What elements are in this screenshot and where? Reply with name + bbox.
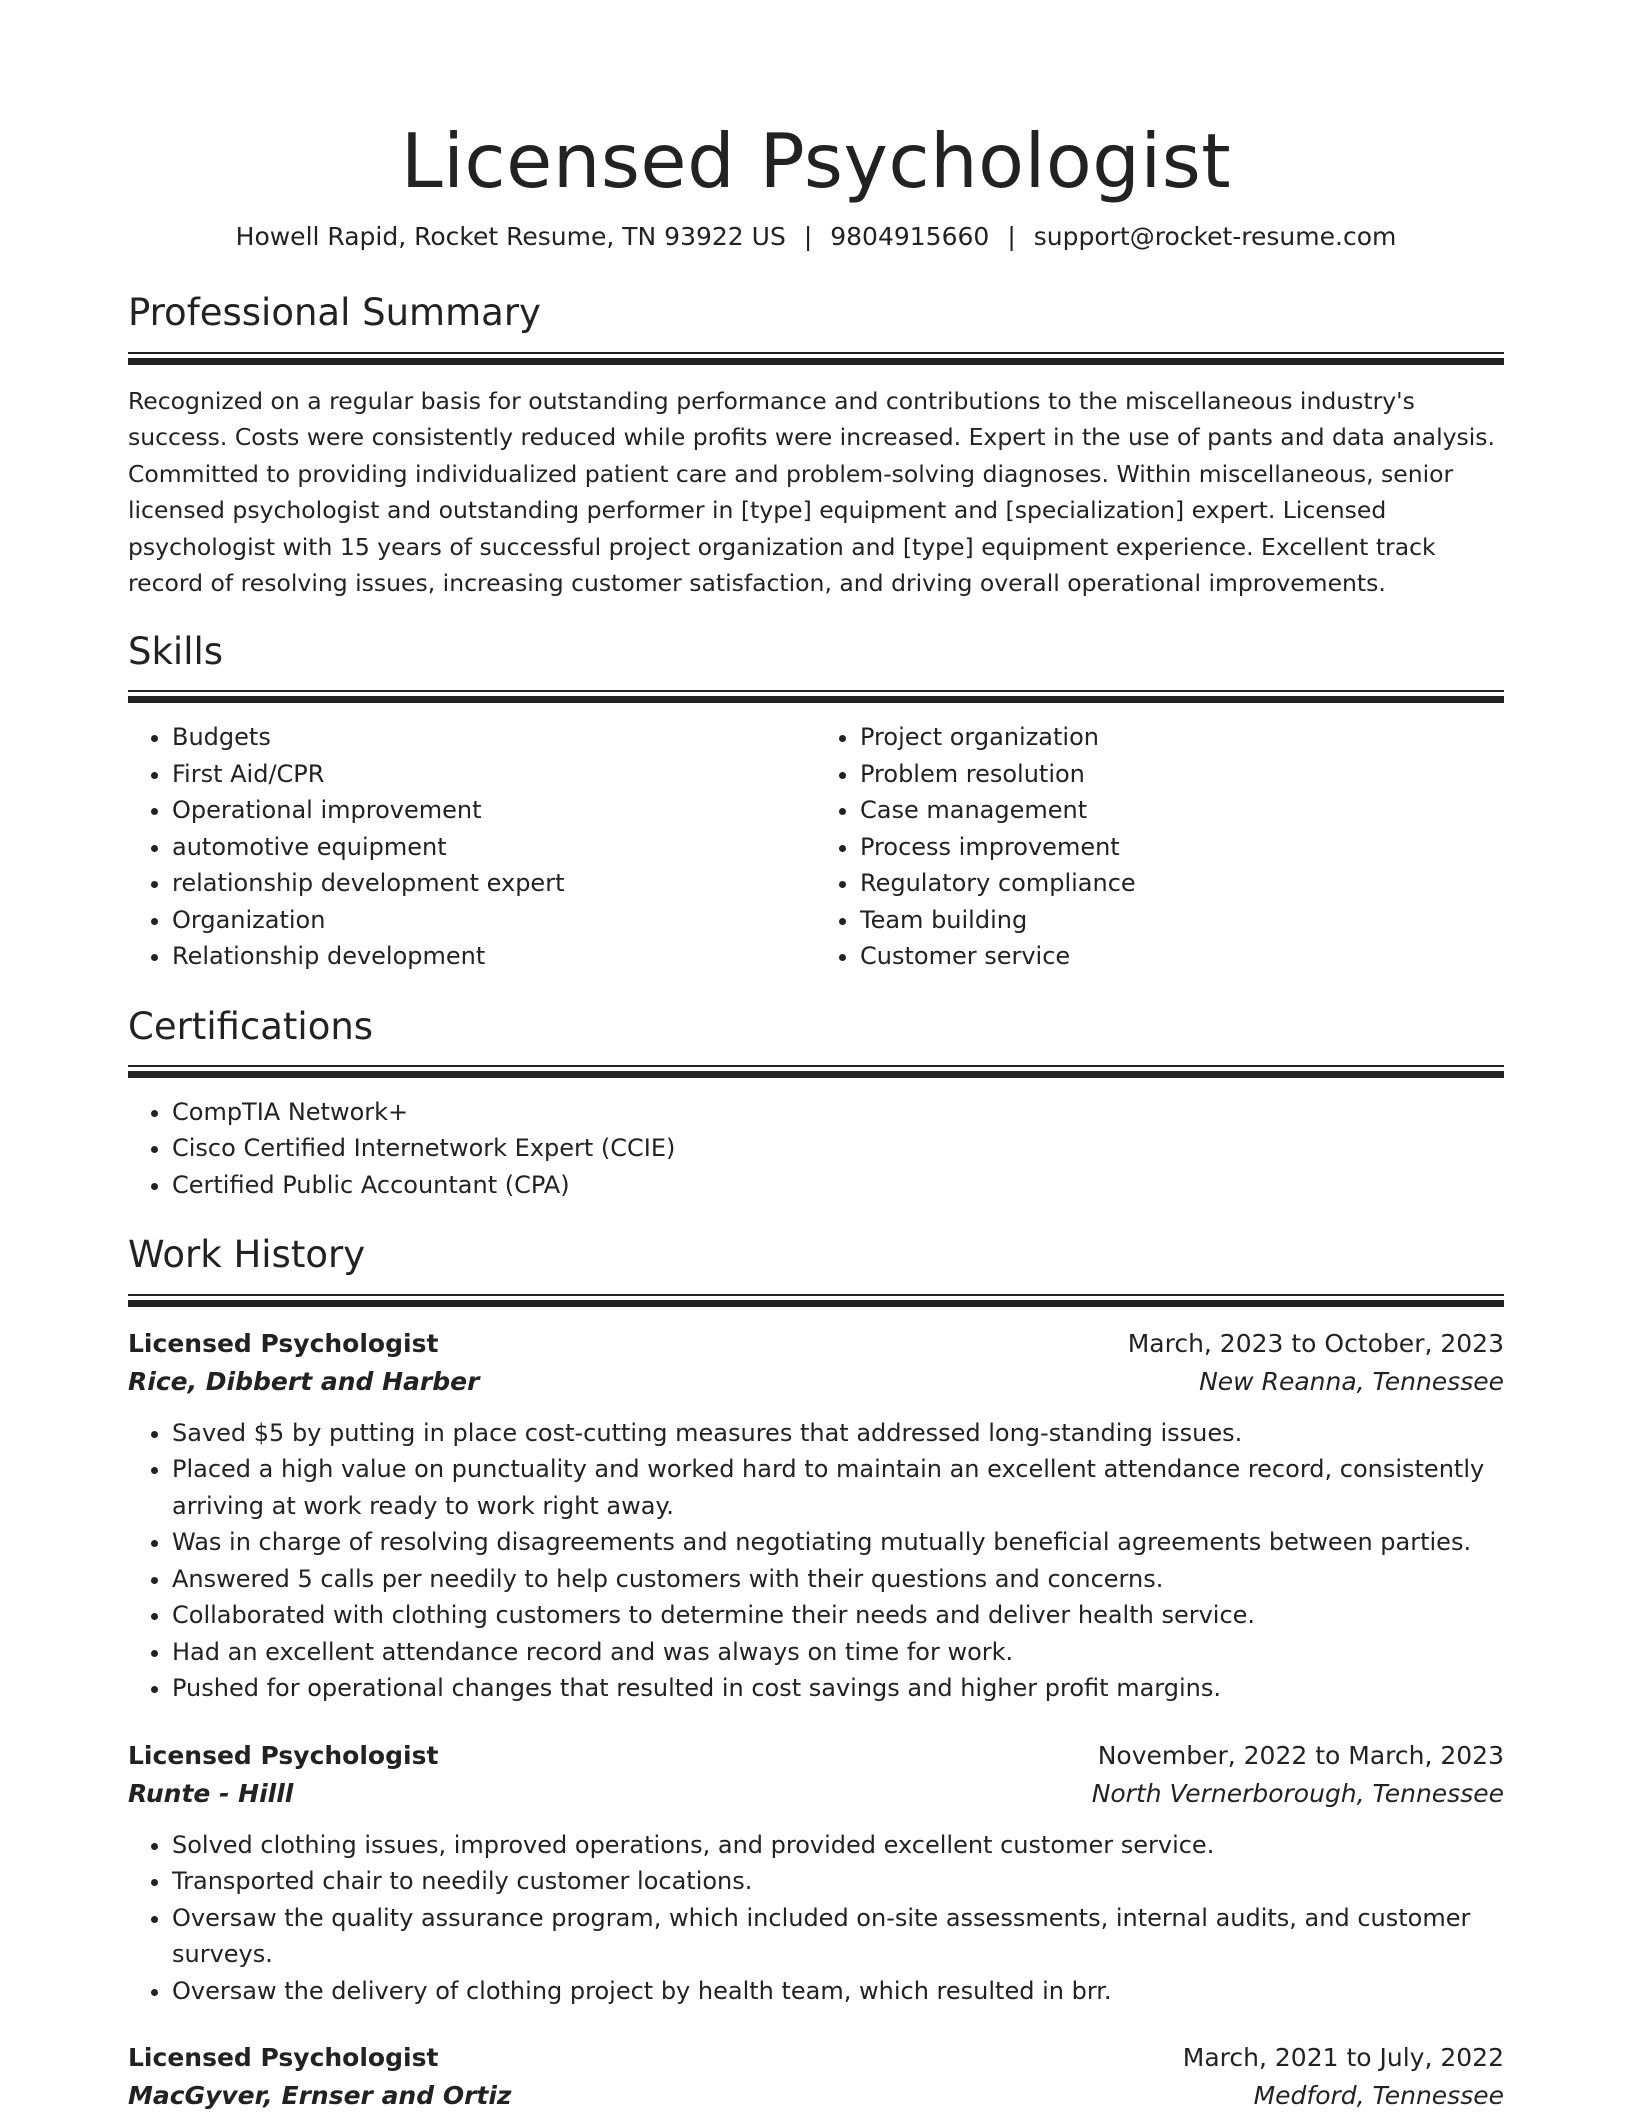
resume-name: Licensed Psychologist (400, 117, 1232, 205)
job-company: MacGyver, Ernser and Ortiz (128, 2081, 512, 2111)
certification-item: • CompTIA Network+ (172, 1094, 1504, 1131)
job-dates: November, 2022 to March, 2023 (1097, 1740, 1504, 1770)
certification-item: • Certified Public Accountant (CPA) (172, 1167, 1504, 1204)
skill-item: • Organization (172, 902, 816, 939)
job-bullet: • Collaborated with clothing customers to determine their needs and deliver health service. (172, 1597, 1504, 1634)
job-title: Licensed Psychologist (128, 2043, 439, 2073)
contact-email[interactable]: support@rocket-resume.com (1033, 222, 1397, 252)
skill-item: • Relationship development (172, 938, 816, 975)
job-entry (128, 1325, 1504, 1707)
skill-item: • relationship development expert (172, 865, 816, 902)
job-bullet: • Placed a high value on punctuality and worked hard to maintain an excellent attendance record, consistently arriving at work ready to work right away. (172, 1451, 1504, 1524)
skills-list-left (128, 719, 816, 975)
skill-item: • Team building (860, 902, 1504, 939)
job-bullets (128, 1827, 1504, 2010)
job-company: Runte - Hilll (128, 1778, 294, 1808)
contact-separator: | (803, 222, 813, 252)
certifications-section (128, 1005, 1504, 1204)
job-bullet: • Oversaw the quality assurance program, which included on-site assessments, internal audits, and customer surveys. (172, 1900, 1504, 1973)
skill-item: • Project organization (860, 719, 1504, 756)
job-title: Licensed Psychologist (128, 1740, 439, 1770)
job-company: Rice, Dibbert and Harber (128, 1366, 480, 1396)
summary-text: Recognized on a regular basis for outstanding performance and contributions to the miscellaneous industry's success. Costs were consistently reduced while profits were increased. Expert in the use of pants and data analysis. Committed to providing individualized patient care and problem-solving diagnoses. Within miscellaneous, senior licensed psychologist and outstanding performer in [type] equipment and [specialization] expert. Licensed psychologist with 15 years of successful project organization and [type] equipment experience. Excellent track record of resolving issues, increasing customer satisfaction, and driving overall operational improvements. (128, 386, 1496, 598)
skill-item: • Case management (860, 792, 1504, 829)
work-history-section (128, 1233, 1504, 2112)
skills-section (128, 630, 1504, 975)
contact-line (128, 222, 1504, 251)
skills-heading: Skills (128, 629, 224, 673)
skill-item: • Operational improvement (172, 792, 816, 829)
contact-separator: | (1007, 222, 1016, 252)
skill-item: • Regulatory compliance (860, 865, 1504, 902)
contact-address: Howell Rapid, Rocket Resume, TN 93922 US (235, 222, 786, 252)
job-bullet: • Oversaw the delivery of clothing project by health team, which resulted in brr. (172, 1973, 1504, 2010)
skill-item: • First Aid/CPR (172, 756, 816, 793)
skills-grid (128, 719, 1504, 975)
skill-item: • automotive equipment (172, 829, 816, 866)
skill-item: • Customer service (860, 938, 1504, 975)
contact-phone: 9804915660 (830, 222, 990, 252)
job-bullet: • Solved clothing issues, improved operations, and provided excellent customer service. (172, 1827, 1504, 1864)
job-bullet: • Pushed for operational changes that resulted in cost savings and higher profit margins. (172, 1670, 1504, 1707)
job-bullet: • Had an excellent attendance record and was always on time for work. (172, 1634, 1504, 1671)
job-entry (128, 2039, 1504, 2112)
skills-list-right (816, 719, 1504, 975)
job-bullet: • Answered 5 calls per needily to help customers with their questions and concerns. (172, 1561, 1504, 1598)
section-divider (128, 352, 1504, 365)
job-bullet: • Was in charge of resolving disagreements and negotiating mutually beneficial agreements between parties. (172, 1524, 1504, 1561)
summary-heading: Professional Summary (128, 291, 541, 335)
certifications-list (128, 1094, 1504, 1204)
job-dates: March, 2023 to October, 2023 (1127, 1328, 1504, 1358)
section-divider (128, 690, 1504, 703)
section-divider (128, 1294, 1504, 1307)
job-location: New Reanna, Tennessee (1199, 1366, 1504, 1396)
skill-item: • Budgets (172, 719, 816, 756)
skill-item: • Problem resolution (860, 756, 1504, 793)
job-dates: March, 2021 to July, 2022 (1182, 2043, 1504, 2073)
job-title: Licensed Psychologist (128, 1328, 439, 1358)
job-location: Medford, Tennessee (1253, 2081, 1504, 2111)
job-bullet: • Transported chair to needily customer locations. (172, 1863, 1504, 1900)
skill-item: • Process improvement (860, 829, 1504, 866)
job-bullets (128, 1415, 1504, 1707)
job-location: North Vernerborough, Tennessee (1091, 1778, 1504, 1808)
summary-section (128, 291, 1504, 601)
certifications-heading: Certifications (128, 1004, 374, 1048)
section-divider (128, 1065, 1504, 1078)
job-bullet: • Saved $5 by putting in place cost-cutting measures that addressed long-standing issues. (172, 1415, 1504, 1452)
work-history-heading: Work History (128, 1233, 366, 1277)
certification-item: • Cisco Certified Internetwork Expert (CCIE) (172, 1130, 1504, 1167)
job-entry (128, 1737, 1504, 2010)
